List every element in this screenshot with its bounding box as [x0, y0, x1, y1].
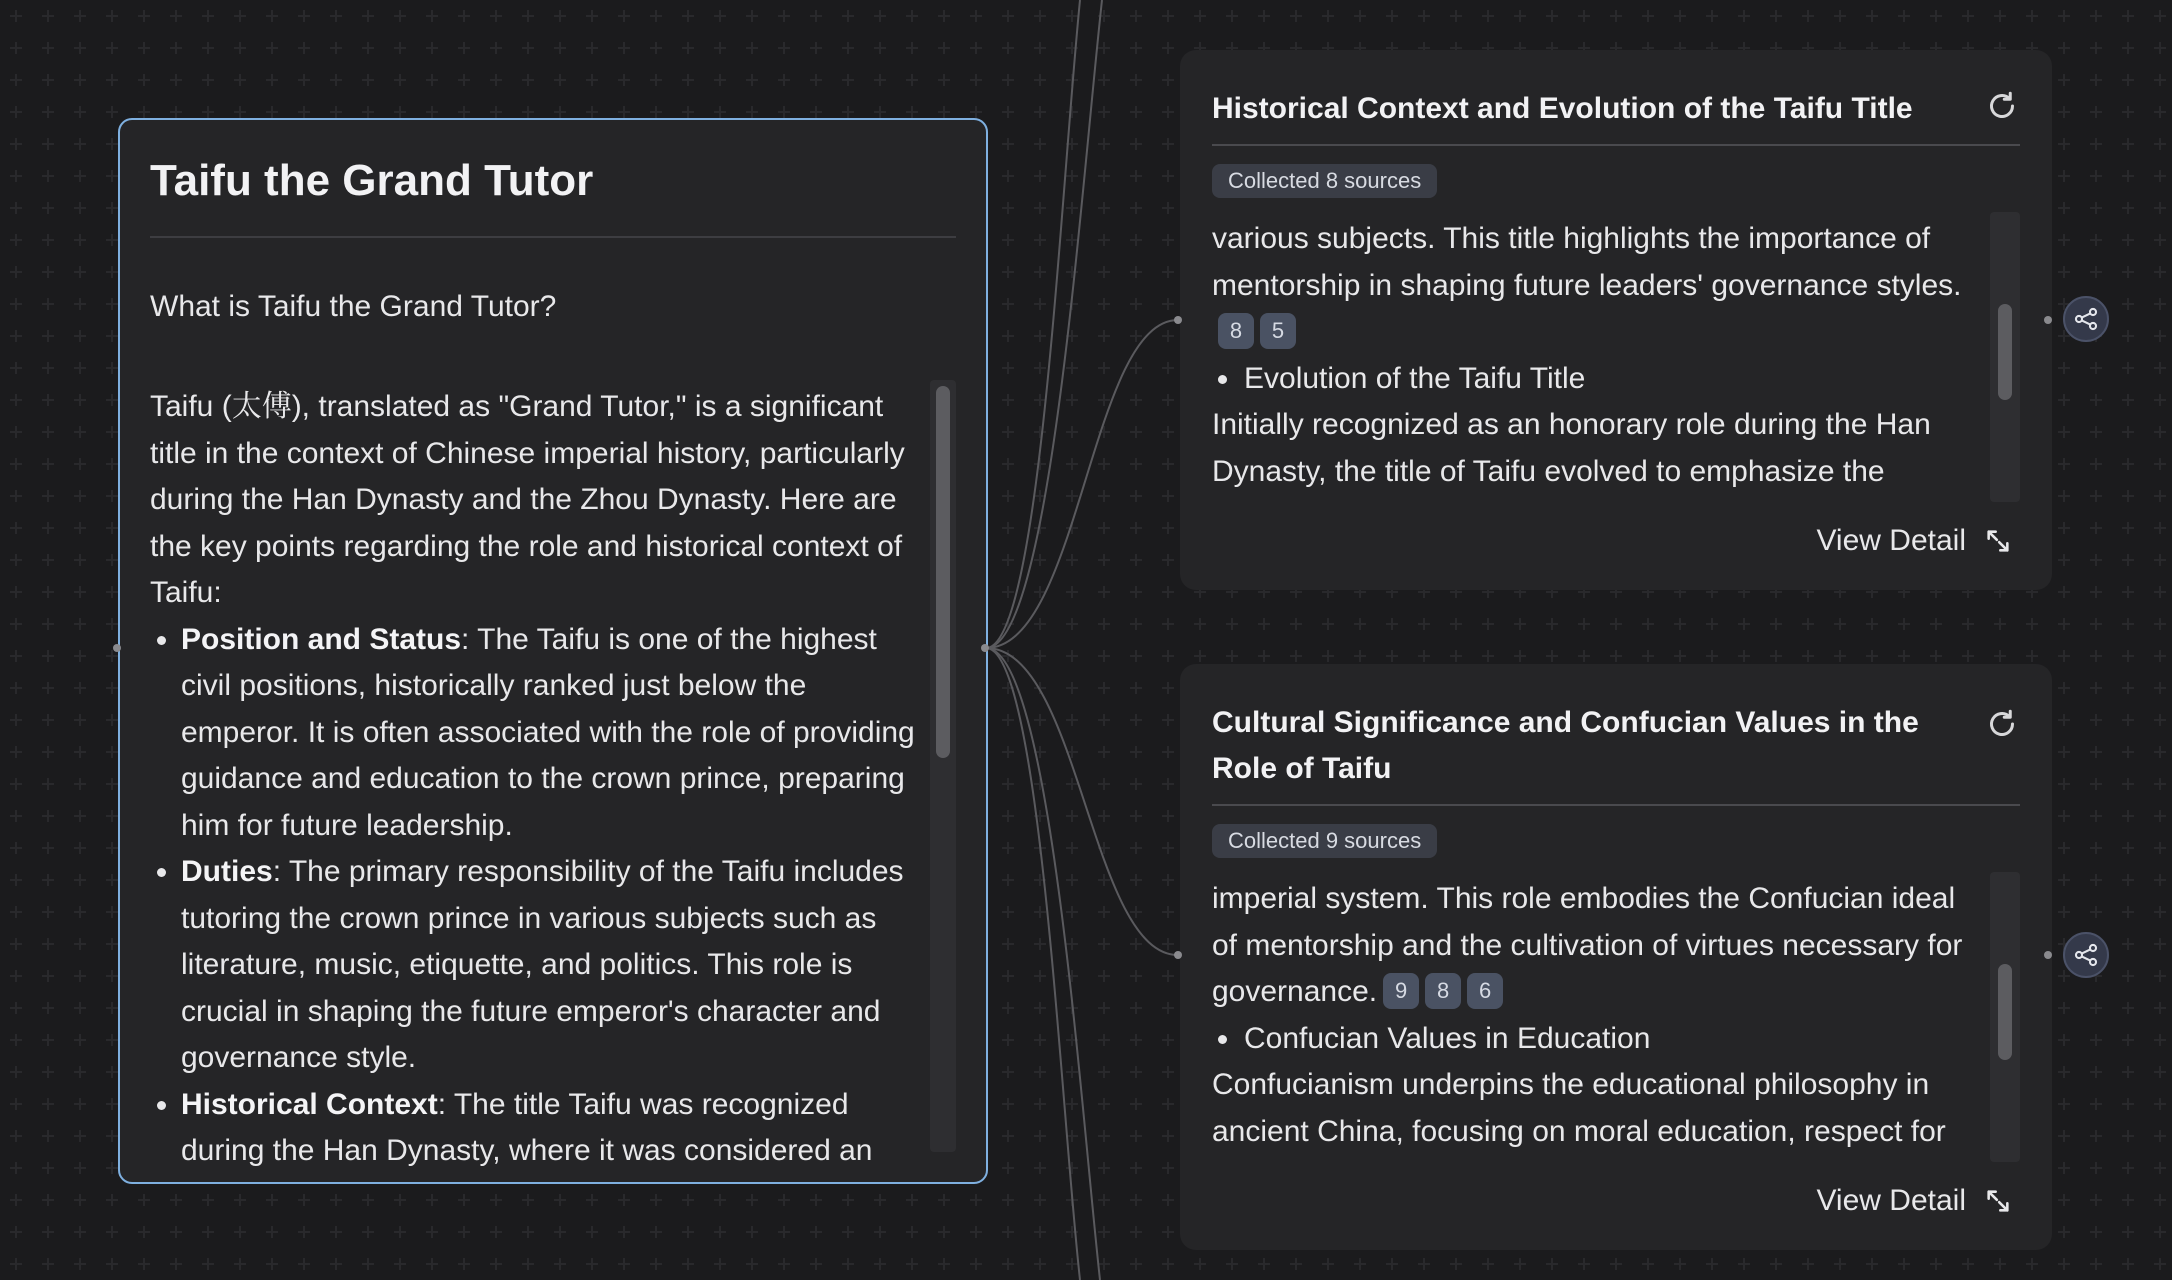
list-item: Evolution of the Taifu Title: [1212, 356, 1987, 403]
result-card-historical-context[interactable]: [1180, 50, 2052, 590]
view-detail-label: View Detail: [1816, 524, 1966, 557]
result-scroll-area[interactable]: [1212, 216, 1987, 506]
edge-to-offscreen-bottom-2: [986, 648, 1100, 1280]
branch-button[interactable]: [2063, 932, 2109, 978]
point-label: Duties: [181, 855, 273, 888]
share-nodes-icon: [2072, 305, 2100, 333]
expand-icon: [1984, 1187, 2012, 1215]
point-label: Historical Context: [181, 1087, 438, 1121]
question-text: What is Taifu the Grand Tutor?: [150, 290, 557, 323]
view-detail-button[interactable]: [1816, 524, 2012, 558]
scrollbar-thumb[interactable]: [1998, 304, 2012, 400]
answer-intro: Taifu (太傅), translated as "Grand Tutor," is a significant title in the context of Chinese imperial history, particularly during the Han Dynasty and the Zhou Dynasty. Here are the key points regarding the role and historical context of Taifu:: [150, 390, 905, 609]
result-paragraph: [1212, 216, 1987, 356]
result-paragraph: [1212, 876, 1987, 1016]
answer-points-list: [150, 617, 925, 1167]
result-body: [1212, 876, 1987, 1155]
main-card-output-handle[interactable]: [981, 644, 989, 652]
result-card-output-handle[interactable]: [2044, 316, 2052, 324]
card-title: Taifu the Grand Tutor: [150, 156, 594, 205]
citation-badge[interactable]: 9: [1383, 973, 1419, 1009]
list-item: [181, 849, 925, 1082]
sources-badge: Collected 8 sources: [1212, 164, 1437, 198]
title-divider: [150, 236, 956, 238]
share-nodes-icon: [2072, 941, 2100, 969]
point-text: : The primary responsibility of the Taifu includes tutoring the crown prince in various subjects such as literature, music, etiquette, and politics. This role is crucial in shaping the future emperor's character and governance style.: [181, 855, 904, 1074]
list-item: [181, 617, 925, 850]
expand-icon: [1984, 527, 2012, 555]
result-scroll-area[interactable]: [1212, 876, 1987, 1166]
result-card-cultural-significance[interactable]: [1180, 664, 2052, 1250]
result-card-input-handle[interactable]: [1174, 316, 1182, 324]
answer-scroll-area[interactable]: [150, 384, 950, 1166]
edge-to-offscreen-top-2: [986, 0, 1102, 648]
result-paragraph: Initially recognized as an honorary role during the Han Dynasty, the title of Taifu evolved to emphasize the: [1212, 408, 1931, 488]
result-card-title: Cultural Significance and Confucian Values in the Role of Taifu: [1212, 706, 1919, 785]
result-card-input-handle[interactable]: [1174, 951, 1182, 959]
main-card-input-handle[interactable]: [113, 644, 121, 652]
point-text: : The Taifu is one of the highest civil positions, historically ranked just below the emperor. It is often associated with the role of providing guidance and education to the crown prince, preparing him for future leadership.: [181, 622, 915, 842]
citation-badge[interactable]: 6: [1467, 973, 1503, 1009]
list-item: Confucian Values in Education: [1212, 1016, 1987, 1063]
edge-to-card-2: [986, 648, 1178, 955]
result-card-title: Historical Context and Evolution of the Taifu Title: [1212, 92, 1913, 125]
point-text: : The title Taifu was recognized during the Han Dynasty, where it was considered an: [181, 1087, 873, 1166]
paragraph-text: imperial system. This role embodies the Confucian ideal of mentorship and the cultivation of virtues necessary for governance.: [1212, 882, 1963, 1008]
main-answer-card[interactable]: [118, 118, 988, 1184]
citation-badge[interactable]: 5: [1260, 313, 1296, 349]
branch-button[interactable]: [2063, 296, 2109, 342]
citation-badge[interactable]: 8: [1218, 313, 1254, 349]
list-item: [181, 1082, 925, 1167]
view-detail-label: View Detail: [1816, 1184, 1966, 1217]
paragraph-text: various subjects. This title highlights the importance of mentorship in shaping future leaders' governance styles.: [1212, 222, 1962, 302]
scrollbar-thumb[interactable]: [1998, 964, 2012, 1060]
title-divider: [1212, 804, 2020, 806]
result-body: [1212, 216, 1987, 495]
answer-body: [150, 384, 925, 1166]
scrollbar-thumb[interactable]: [936, 386, 950, 758]
result-card-output-handle[interactable]: [2044, 951, 2052, 959]
point-label: Position and Status: [181, 622, 462, 656]
title-divider: [1212, 144, 2020, 146]
refresh-icon[interactable]: [1984, 706, 2020, 742]
refresh-icon[interactable]: [1984, 88, 2020, 124]
result-paragraph: Confucianism underpins the educational philosophy in ancient China, focusing on moral education, respect for: [1212, 1068, 1946, 1148]
citation-badge[interactable]: 8: [1425, 973, 1461, 1009]
sources-badge: Collected 9 sources: [1212, 824, 1437, 858]
view-detail-button[interactable]: [1816, 1184, 2012, 1218]
